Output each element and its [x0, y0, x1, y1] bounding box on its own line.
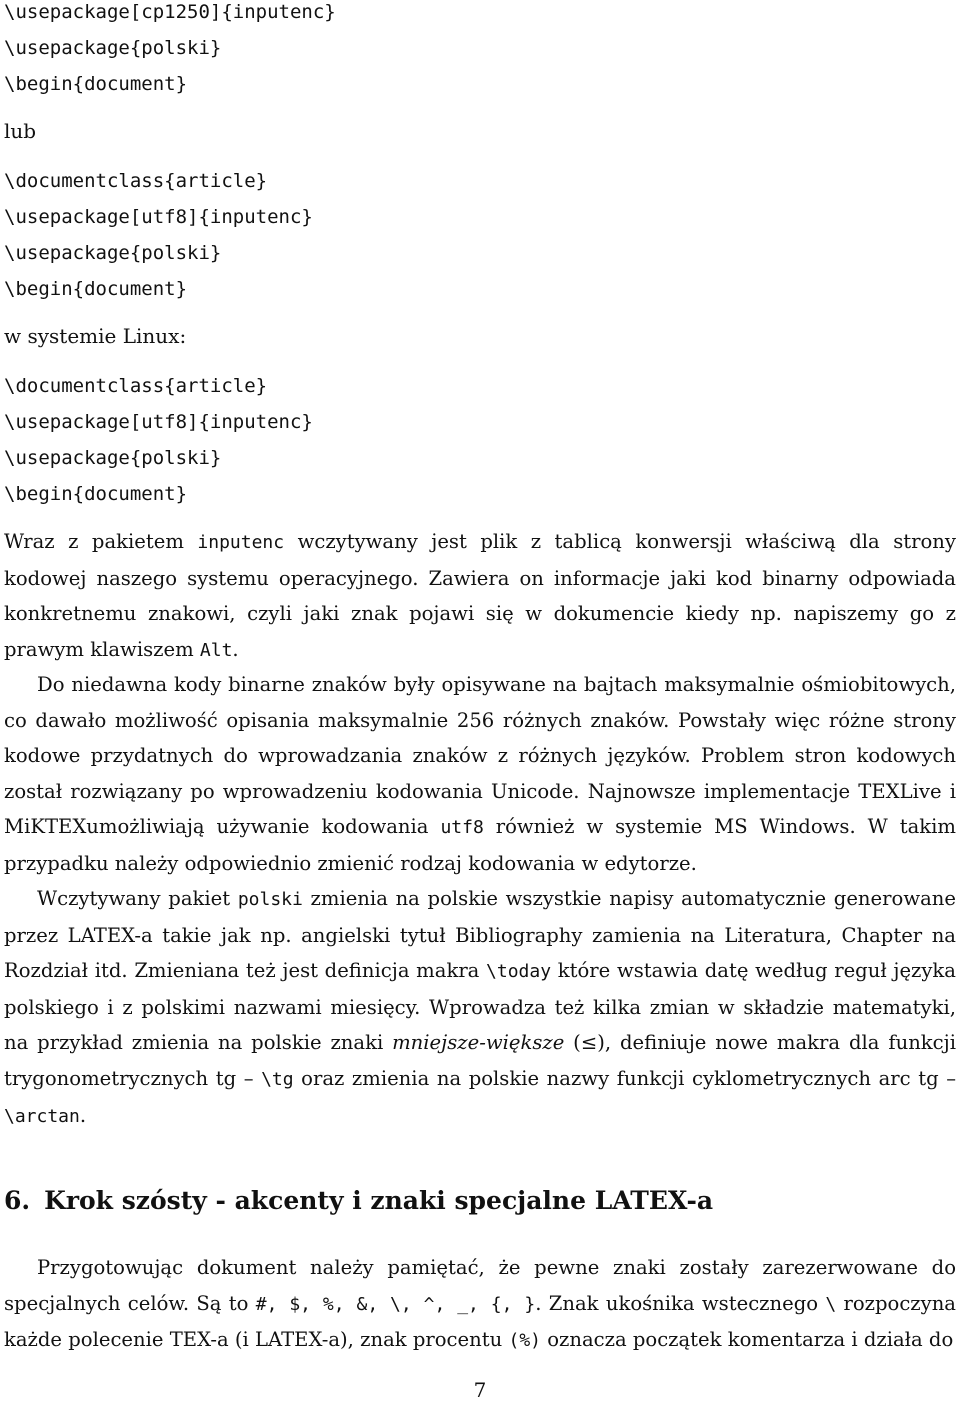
or-label: lub: [4, 119, 37, 143]
code-line: \usepackage{polski}: [4, 37, 222, 59]
paragraph-inputenc: Wraz z pakietem inputenc wczytywany jest plik z tablicą konwersji właściwą dla strony kodowej naszego systemu operacyjnego. Zawiera on informacje jaki kod binarny odpowiada konkretnemu znakowi, czyli jaki znak pojawi się w dokumencie kiedy np. napiszemy go z prawym klawiszem Alt.: [4, 530, 956, 661]
section-heading: [4, 1186, 713, 1215]
section-number: 6.: [4, 1186, 31, 1215]
linux-label: w systemie Linux:: [4, 324, 187, 348]
code-line: \begin{document}: [4, 73, 188, 95]
code-line: \usepackage[cp1250]{inputenc}: [4, 1, 336, 23]
page-number: 7: [473, 1378, 487, 1402]
paragraph-polski: Wczytywany pakiet polski zmienia na polskie wszystkie napisy automatycznie generowane przez LATEX-a takie jak np. angielski tytuł Bibliography zamienia na Literatura, Chapter na Rozdział itd. Zmieniana też jest definicja makra \today które wstawia datę według reguł języka polskiego i z polskimi nazwami miesięcy. Wprowadza też kilka zmian w składzie matematyki, na przykład zmienia na polskie znaki mniejsze-większe (≤), definiuje nowe makra dla funkcji trygonometrycznych tg – \tg oraz zmienia na polskie nazwy funkcji cyklometrycznych arc tg – \arctan.: [4, 887, 957, 1127]
code-line: \usepackage{polski}: [4, 447, 222, 469]
code-line: \usepackage{polski}: [4, 242, 222, 264]
code-line: \documentclass{article}: [4, 170, 268, 192]
code-line: \usepackage[utf8]{inputenc}: [4, 411, 313, 433]
code-line: \documentclass{article}: [4, 375, 268, 397]
section-title: Krok szósty - akcenty i znaki specjalne LATEX-a: [44, 1186, 714, 1215]
paragraph-unicode: Do niedawna kody binarne znaków były opisywane na bajtach maksymalnie ośmiobitowych, co dawało możliwość opisania maksymalnie 256 różnych znaków. Powstały więc różne strony kodowe przydatnych do wprowadzania znaków z różnych języków. Problem stron kodowych został rozwiązany po wprowadzeniu kodowania Unicode. Najnowsze implementacje TEXLive i MiKTEXumożliwiają używanie kodowania utf8 również w systemie MS Windows. W takim przypadku należy odpowiednio zmienić rodzaj kodowania w edytorze.: [4, 673, 956, 875]
code-line: \begin{document}: [4, 278, 188, 300]
paragraph-special-chars: Przygotowując dokument należy pamiętać, że pewne znaki zostały zarezerwowane do specjalnych celów. Są to #, $, %, &, \, ^, _, {, }. Znak ukośnika wstecznego \ rozpoczyna każde polecenie TEX-a (i LATEX-a), znak procentu (%) oznacza początek komentarza i działa do: [4, 1256, 956, 1352]
code-line: \begin{document}: [4, 483, 188, 505]
code-line: \usepackage[utf8]{inputenc}: [4, 206, 313, 228]
